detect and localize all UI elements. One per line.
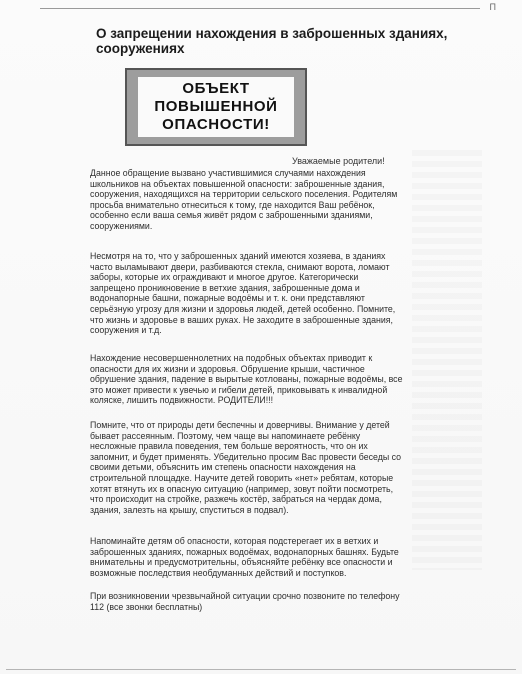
- warning-banner-inner: [138, 77, 294, 137]
- greeting: Уважаемые родители!: [292, 156, 385, 166]
- corner-mark: Π: [489, 2, 496, 12]
- paragraph-remember: Помните, что от природы дети беспечны и доверчивы. Внимание у детей бывает рассеянным. Поэтому, чем чаще вы напоминаете ребёнку несложные правила поведения, тем больше вероятность, что он их запомнит, и будет применять. Убедительно просим Вас провести беседы со своими детьми, объяснить им степень опасности нахождения на строительной площадке. Научите детей говорить «нет» ребятам, которые хотят втянуть их в опасную ситуацию (например, зовут пойти посмотреть, что происходит на стройке, разжечь костёр, забраться на чердак дома, здания, залезть на крышу, спуститься в подвал).: [90, 420, 401, 515]
- top-border-line: [40, 8, 480, 9]
- paragraph-danger: Нахождение несовершеннолетних на подобных объектах приводит к опасности для их жизни и здоровья. Обрушение крыши, частичное обрушение здания, падение в вырытые котлованы, пожарные водоёмы, все это может привести к увечью и гибели детей, приковывать к инвалидной коляске, лишить подвижности. РОДИТЕЛИ!!!: [90, 353, 403, 406]
- paragraph-remind: Напоминайте детям об опасности, которая подстерегает их в ветхих и заброшенных зданиях, пожарных водоёмах, водонапорных башнях. Будьте внимательны и предусмотрительны, объясняйте ребёнку все опасности и возможные последствия необдуманных действий и поступков.: [90, 536, 399, 578]
- bottom-border-line: [6, 669, 516, 670]
- paragraph-owners: Несмотря на то, что у заброшенных зданий имеются хозяева, в зданиях часто выламывают двери, разбиваются стекла, снимают ворота, ломают заборы, которые их ограждивают и многое другое. Категорически запрещено проникновение в ветхие здания, заброшенные дома и водонапорные башни, пожарные водоёмы и т. к. они представляют серьёзную угрозу для жизни и здоровья людей, детей особенно. Помните, что жизнь и здоровье в ваших руках. Не заходите в заброшенные здания, сооружения и т.д.: [90, 251, 396, 336]
- warning-banner: [125, 68, 307, 146]
- warning-banner-text: ОБЪЕКТ ПОВЫШЕННОЙ ОПАСНОСТИ!: [154, 80, 278, 133]
- paragraph-intro: Данное обращение вызвано участившимися случаями нахождения школьников на объектах повышенной опасности: заброшенные здания, сооружения, находящихся на территории сельского поселения. Родителям просьба внимательно отнеситься к тому, где находится Ваш ребёнок, особенно если ваша семья живёт рядом с заброшенными зданиями, сооружениями.: [90, 168, 398, 231]
- document-title: О запрещении нахождения в заброшенных зданиях, сооружениях: [96, 26, 448, 56]
- paragraph-emergency: При возникновении чрезвычайной ситуации срочно позвоните по телефону 112 (все звонки бесплатны): [90, 591, 400, 612]
